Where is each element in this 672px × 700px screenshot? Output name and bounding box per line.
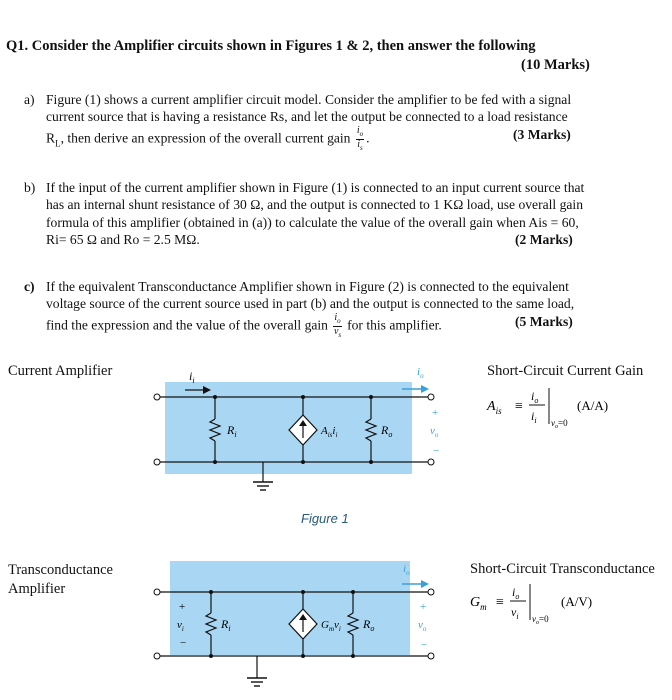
- input-terminal-bottom: [154, 459, 160, 465]
- part-b: [24, 179, 636, 249]
- eq1-sign: ≡: [515, 399, 523, 414]
- vi-plus: +: [179, 601, 186, 613]
- source-label: $A_{is}i_i$: [321, 425, 338, 439]
- ri-label: $R_i$: [227, 423, 237, 439]
- part-a-line-3-text: , then derive an expression of the overall current gain: [60, 130, 351, 146]
- part-b-line-4: Ri= 65 Ω and Ro = 2.5 MΩ. (2 Marks): [46, 232, 573, 248]
- part-b-label: b): [24, 180, 36, 195]
- output2-current-label: $i_o$: [403, 563, 410, 577]
- vo-minus: −: [433, 445, 440, 457]
- part-b-marks: (2 Marks): [515, 232, 573, 248]
- figure2-right-title: Short-Circuit Transconductance: [470, 561, 655, 577]
- ro2-label: $R_o$: [363, 617, 375, 633]
- vi-minus: −: [180, 637, 187, 649]
- part-b-line-3: formula of this amplifier (obtained in (a)) to calculate the value of the overall gain when Ais = 60,: [46, 214, 579, 230]
- part-b-line-1: If the input of the current amplifier shown in Figure (1) is connected to an input current source that: [46, 180, 585, 195]
- input-current-label: $i_i$: [189, 369, 195, 385]
- figure1-right-title: Short-Circuit Current Gain: [487, 363, 644, 379]
- eq2-sign: ≡: [496, 595, 504, 610]
- part-a: [24, 91, 626, 153]
- svg-text:io: $i_o$: [512, 585, 520, 601]
- figure1-equation: [485, 384, 645, 434]
- ro-label: $R_o$: [381, 423, 393, 439]
- svg-text:vi: $v_i$: [511, 605, 519, 621]
- vi-label: $v_i$: [177, 619, 184, 633]
- figure2-left-title: Transconductance Amplifier: [8, 562, 113, 597]
- vo2-minus: −: [421, 639, 428, 651]
- figure1-left-title: Current Amplifier: [8, 363, 113, 379]
- vo-plus: +: [432, 407, 439, 419]
- svg-text:vo=0: $v_o=0$: [532, 614, 549, 626]
- part-a-label: a): [24, 92, 35, 107]
- part-c: [24, 278, 636, 340]
- figure2-panel: [170, 561, 410, 655]
- output-terminal-top: [428, 394, 434, 400]
- output-current-label: $i_o$: [417, 366, 424, 380]
- svg-text:io: $i_o$: [531, 389, 539, 405]
- eq2-unit: (A/V): [561, 594, 593, 609]
- part-a-marks: (3 Marks): [513, 126, 571, 142]
- output2-current-arrow-icon: [421, 580, 429, 588]
- part-a-line-1: Figure (1) shows a current amplifier circuit model. Consider the amplifier to be fed with a signal: [46, 92, 572, 107]
- vo-label: $v_o$: [430, 425, 439, 439]
- gain-fraction-c: $\frac{i_o}{v_s}$: [333, 311, 342, 339]
- part-c-marks: (5 Marks): [515, 313, 573, 329]
- part-c-line-1: If the equivalent Transconductance Amplifier shown in Figure (2) is connected to the equivalent: [46, 279, 569, 294]
- output-terminal-bottom: [428, 459, 434, 465]
- vo2-label: $v_o$: [418, 619, 427, 633]
- ri2-label: $R_i$: [221, 617, 231, 633]
- svg-text:vo=0: $v_o=0$: [551, 418, 568, 430]
- eq2-lhs: $G_m$: [470, 595, 487, 612]
- gain-fraction-a: $\frac{i_o}{i_s}$: [356, 124, 364, 152]
- part-a-line-2: current source that is having a resistance Rs, and let the output be connected to a load resistance: [46, 109, 568, 125]
- part-a-line-3: $R_L$, then derive an expression of the overall current gain $\frac{i_o}{i_s}$ . (3 Marks): [46, 124, 571, 152]
- question-title: Q1. Consider the Amplifier circuits shown in Figures 1 & 2, then answer the following: [6, 38, 536, 54]
- figure1-circuit: [145, 362, 455, 502]
- rl-symbol: R: [46, 130, 56, 146]
- rl-sub: L: [55, 138, 61, 149]
- vo2-plus: +: [420, 601, 427, 613]
- figure1-caption: Figure 1: [301, 511, 349, 526]
- part-c-label: c): [24, 279, 35, 294]
- eq1-lhs: $A_{is}$: [487, 399, 502, 416]
- gm-source-label: $G_mv_i$: [321, 619, 341, 633]
- part-c-line-2: voltage source of the current source used in part (b) and the output is connected to the same load,: [46, 296, 575, 312]
- part-b-line-2: has an internal shunt resistance of 30 Ω, and the output is connected to 1 KΩ load, use overall gain: [46, 197, 584, 213]
- figure2-circuit: [145, 558, 455, 700]
- figure2-equation: [468, 580, 638, 630]
- figure1-panel: [165, 382, 412, 474]
- input-terminal-top: [154, 394, 160, 400]
- output-current-arrow-icon: [421, 385, 429, 393]
- eq1-unit: (A/A): [577, 398, 609, 413]
- part-c-line-3: find the expression and the value of the overall gain $\frac{i_o}{v_s}$ for this amplifier. (5 Marks): [46, 311, 573, 339]
- question-marks: (10 Marks): [521, 57, 590, 73]
- svg-text:ii: $i_i$: [531, 409, 537, 425]
